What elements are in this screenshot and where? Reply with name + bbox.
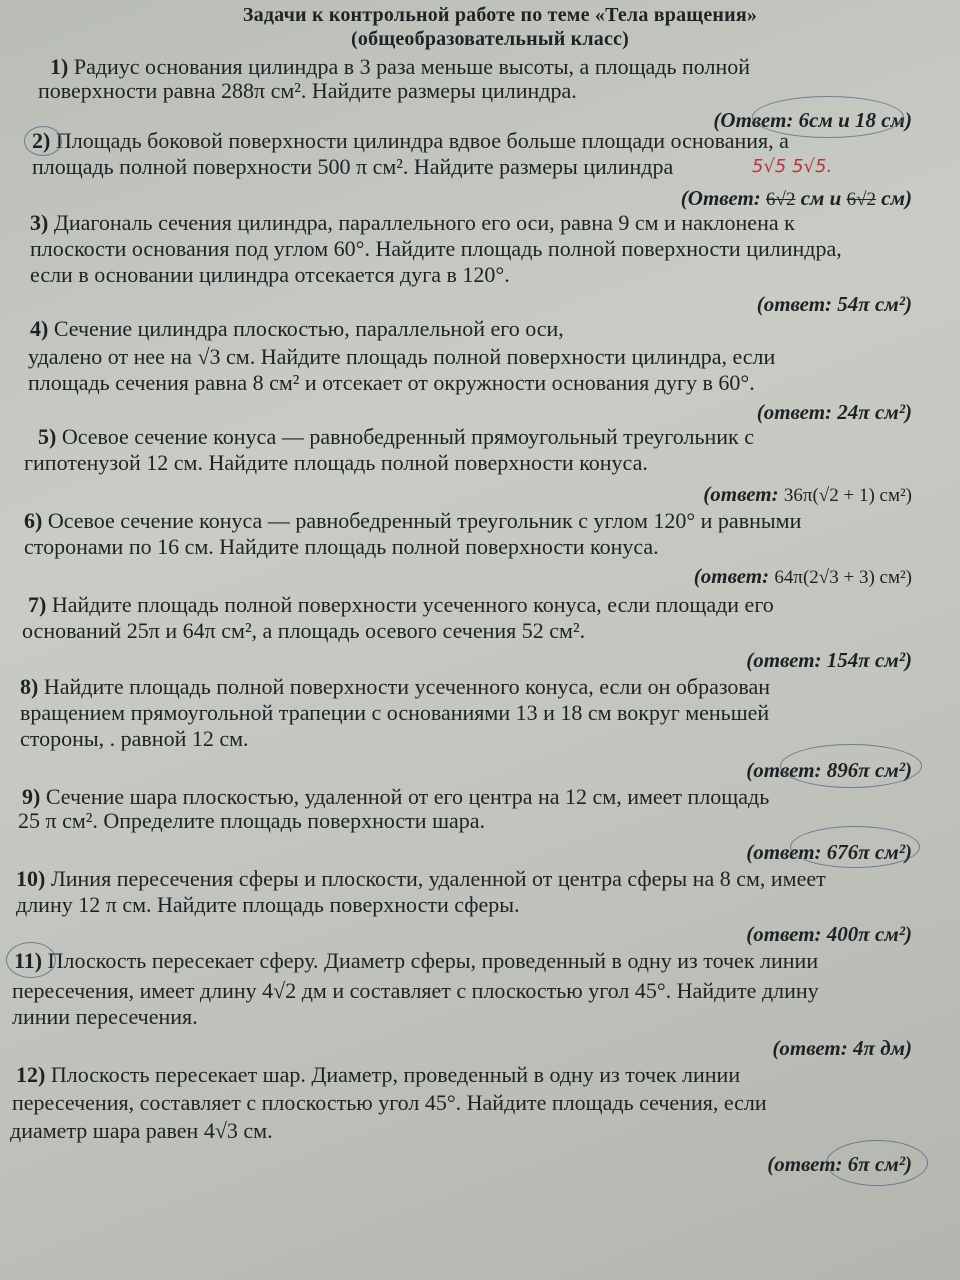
problem-7-line-2: оснований 25π и 64π см², а площадь осевого сечения 52 см².: [22, 618, 586, 643]
problem-text-line: Линия пересечения сферы и плоскости, удаленной от центра сферы на 8 см, имеет: [50, 866, 826, 891]
problem-11-line-3: линии пересечения.: [12, 1004, 198, 1029]
answer-1: (Ответ: 6см и 18 см): [713, 108, 912, 132]
problem-12: [16, 1062, 740, 1088]
answer-8: (ответ: 896π см²): [746, 758, 912, 782]
problem-6-line-2: сторонами по 16 см. Найдите площадь полной поверхности конуса.: [24, 534, 659, 559]
pen-circle-mark: [6, 942, 56, 978]
problem-9: [22, 784, 769, 810]
problem-6: [24, 508, 801, 534]
problem-number: 4): [30, 316, 49, 341]
problem-number: 8): [20, 674, 39, 699]
problem-3: [30, 210, 795, 236]
answer-9: (ответ: 676π см²): [746, 840, 912, 864]
answer-11: (ответ: 4π дм): [772, 1036, 912, 1060]
problem-7: [28, 592, 774, 618]
pen-circle-mark: [790, 826, 920, 868]
problem-11: [14, 948, 818, 974]
problem-12-line-3: диаметр шара равен 4√3 см.: [10, 1118, 273, 1143]
problem-1: [50, 54, 750, 80]
answer-6: (ответ: 64π(2√3 + 3) см²): [693, 564, 912, 588]
problem-5: [38, 424, 754, 450]
problem-number: 2): [32, 128, 51, 153]
problem-text-line: Осевое сечение конуса — равнобедренный прямоугольный треугольник с: [61, 424, 754, 449]
problem-text-line: Радиус основания цилиндра в 3 раза меньше высоты, а площадь полной: [73, 54, 751, 79]
problem-number: 10): [16, 866, 46, 891]
pen-circle-mark: [826, 1140, 928, 1186]
problem-4-line-3: площадь сечения равна 8 см² и отсекает от окружности основания дугу в 60°.: [28, 370, 755, 395]
problem-text-line: Плоскость пересекает сферу. Диаметр сферы, проведенный в одну из точек линии: [47, 948, 819, 973]
problem-4: [30, 316, 564, 342]
problem-text-line: Осевое сечение конуса — равнобедренный треугольник с углом 120° и равными: [47, 508, 802, 533]
answer-4: (ответ: 24π см²): [756, 400, 912, 424]
problem-3-line-3: если в основании цилиндра отсекается дуга в 120°.: [30, 262, 510, 287]
page-title: Задачи к контрольной работе по теме «Тела вращения»: [242, 4, 758, 26]
problem-10-line-2: длину 12 π см. Найдите площадь поверхности сферы.: [16, 892, 520, 917]
answer-12: (ответ: 6π см²): [767, 1152, 912, 1176]
problem-8-line-2: вращением прямоугольной трапеции с основаниями 13 и 18 см вокруг меньшей: [20, 700, 770, 725]
problem-11-line-2: пересечения, имеет длину 4√2 дм и составляет с плоскостью угол 45°. Найдите длину: [12, 978, 819, 1003]
problem-number: 3): [30, 210, 49, 235]
problem-8: [20, 674, 770, 700]
problem-text-line: Плоскость пересекает шар. Диаметр, проведенный в одну из точек линии: [50, 1062, 741, 1087]
problem-10: [16, 866, 826, 892]
page-subtitle: (общеобразовательный класс): [351, 28, 629, 50]
problem-3-line-2: плоскости основания под углом 60°. Найдите площадь полной поверхности цилиндра,: [30, 236, 842, 261]
problem-8-line-3: стороны, . равной 12 см.: [20, 726, 249, 751]
problem-text-line: Сечение цилиндра плоскостью, параллельной его оси,: [53, 316, 564, 341]
problem-number: 9): [22, 784, 41, 809]
problem-number: 1): [50, 54, 69, 79]
problem-number: 6): [24, 508, 43, 533]
problem-number: 11): [14, 948, 43, 973]
problem-text-line: Найдите площадь полной поверхности усеченного конуса, если площади его: [51, 592, 774, 617]
problem-1-line-2: поверхности равна 288π см². Найдите размеры цилиндра.: [38, 78, 577, 103]
problem-9-line-2: 25 π см². Определите площадь поверхности шара.: [18, 808, 486, 833]
problem-text-line: Сечение шара плоскостью, удаленной от его центра на 12 см, имеет площадь: [45, 784, 770, 809]
handwritten-note: 5√5 5√5.: [752, 156, 833, 177]
answer-3: (ответ: 54π см²): [756, 292, 912, 316]
problem-2: [32, 128, 789, 154]
problem-2-line-2: площадь полной поверхности 500 π см². Найдите размеры цилиндра: [32, 154, 674, 179]
problem-text-line: Диагональ сечения цилиндра, параллельного его оси, равна 9 см и наклонена к: [53, 210, 795, 235]
answer-2: (Ответ: 6√2 см и 6√2 см): [680, 186, 912, 210]
problem-4-line-2: удалено от нее на √3 см. Найдите площадь полной поверхности цилиндра, если: [28, 344, 776, 369]
pen-circle-mark: [780, 744, 922, 788]
problem-5-line-2: гипотенузой 12 см. Найдите площадь полной поверхности конуса.: [24, 450, 648, 475]
problem-text-line: Площадь боковой поверхности цилиндра вдвое больше площади основания, а: [55, 128, 789, 153]
problem-number: 7): [28, 592, 47, 617]
answer-10: (ответ: 400π см²): [746, 922, 912, 946]
answer-5: (ответ: 36π(√2 + 1) см²): [703, 482, 912, 506]
problem-number: 12): [16, 1062, 46, 1087]
pen-circle-mark: [24, 126, 62, 156]
problem-number: 5): [38, 424, 57, 449]
answer-7: (ответ: 154π см²): [746, 648, 912, 672]
problem-12-line-2: пересечения, составляет с плоскостью угол 45°. Найдите площадь сечения, если: [12, 1090, 767, 1115]
problem-text-line: Найдите площадь полной поверхности усеченного конуса, если он образован: [43, 674, 771, 699]
